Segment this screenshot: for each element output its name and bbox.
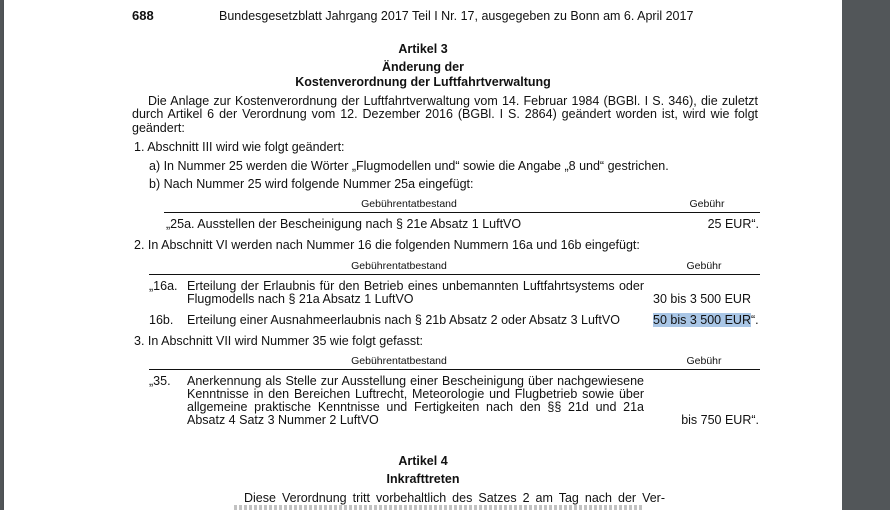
item-2: 2. In Abschnitt VI werden nach Nummer 16 die folgenden Nummern 16a und 16b eingefügt:: [134, 238, 640, 252]
table2-row1-number: „16a.: [149, 279, 178, 293]
table2-row1-fee: 30 bis 3 500 EUR: [653, 292, 751, 306]
article-3-title-line1: Änderung der: [382, 60, 464, 74]
table2-row2-fee-cell: [653, 313, 759, 327]
table1-row-text: „25a. Ausstellen der Bescheinigung nach § 21e Absatz 1 LuftVO: [166, 217, 522, 231]
item-1a: a) In Nummer 25 werden die Wörter „Flugmodellen und“ sowie die Angabe „8 und“ gestrichen.: [149, 159, 669, 173]
article-3-heading: Artikel 3: [398, 42, 448, 56]
table2-row2-fee-suffix: “.: [750, 313, 759, 327]
table1-row-fee: 25 EUR“.: [707, 217, 759, 231]
cut-off-text-line: [234, 505, 644, 510]
table3-row-line2: Kenntnisse in den Bereichen Luftrecht, Meteorologie und Flugbetrieb sowie über: [187, 387, 644, 401]
table2-row2-number: 16b.: [149, 313, 174, 327]
table3-row-number: „35.: [149, 374, 171, 388]
item-1b: b) Nach Nummer 25 wird folgende Nummer 25a eingefügt:: [149, 177, 474, 191]
item-1: 1. Abschnitt III wird wie folgt geändert:: [134, 140, 345, 154]
table3-col-tatbestand: Gebührentatbestand: [351, 355, 447, 367]
table1-col-tatbestand: Gebührentatbestand: [361, 198, 457, 210]
intro-line-3: geändert:: [132, 121, 185, 135]
table2-rule: [149, 274, 760, 275]
table3-rule: [149, 369, 760, 370]
table2-row2-text: Erteilung einer Ausnahmeerlaubnis nach § 21b Absatz 2 oder Absatz 3 LuftVO: [187, 313, 620, 327]
table2-col-gebuehr: Gebühr: [686, 260, 722, 272]
article-4-heading: Artikel 4: [398, 454, 448, 468]
article-4-title: Inkrafttreten: [386, 472, 460, 486]
table2-col-tatbestand: Gebührentatbestand: [351, 260, 447, 272]
table3-row-line1: Anerkennung als Stelle zur Ausstellung einer Bescheinigung über nachgewiesene: [187, 374, 644, 388]
article-4-text: Diese Verordnung tritt vorbehaltlich des Satzes 2 am Tag nach der Ver-: [244, 491, 665, 505]
table3-col-gebuehr: Gebühr: [686, 355, 722, 367]
document-page: [4, 0, 842, 510]
intro-line-1: Die Anlage zur Kostenverordnung der Luftfahrtverwaltung vom 14. Februar 1984 (BGBl. I S. 346), die zuletzt: [148, 94, 758, 108]
table3-row-fee: bis 750 EUR“.: [681, 413, 759, 427]
selected-text-highlight[interactable]: 50 bis 3 500 EUR: [653, 313, 751, 327]
running-title: Bundesgesetzblatt Jahrgang 2017 Teil I Nr. 17, ausgegeben zu Bonn am 6. April 2017: [219, 9, 694, 23]
table3-row-line3: allgemeine praktische Kenntnisse und Fertigkeiten nach den §§ 21d und 21a: [187, 400, 644, 414]
intro-line-2: durch Artikel 6 der Verordnung vom 12. Dezember 2016 (BGBl. I S. 2864) geändert worden ist, wird wie folgt: [132, 107, 758, 121]
table2-row1-line2: Flugmodells nach § 21a Absatz 1 LuftVO: [187, 292, 414, 306]
article-3-title-line2: Kostenverordnung der Luftfahrtverwaltung: [295, 75, 551, 89]
page-number: 688: [132, 8, 154, 23]
viewer-background: [842, 0, 890, 510]
table1-col-gebuehr: Gebühr: [689, 198, 725, 210]
table1-rule: [164, 212, 760, 213]
table3-row-line4: Absatz 4 Satz 3 Nummer 2 LuftVO: [187, 413, 379, 427]
item-3: 3. In Abschnitt VII wird Nummer 35 wie folgt gefasst:: [134, 334, 424, 348]
table2-row1-line1: Erteilung der Erlaubnis für den Betrieb eines unbemannten Luftfahrtsystems oder: [187, 279, 644, 293]
